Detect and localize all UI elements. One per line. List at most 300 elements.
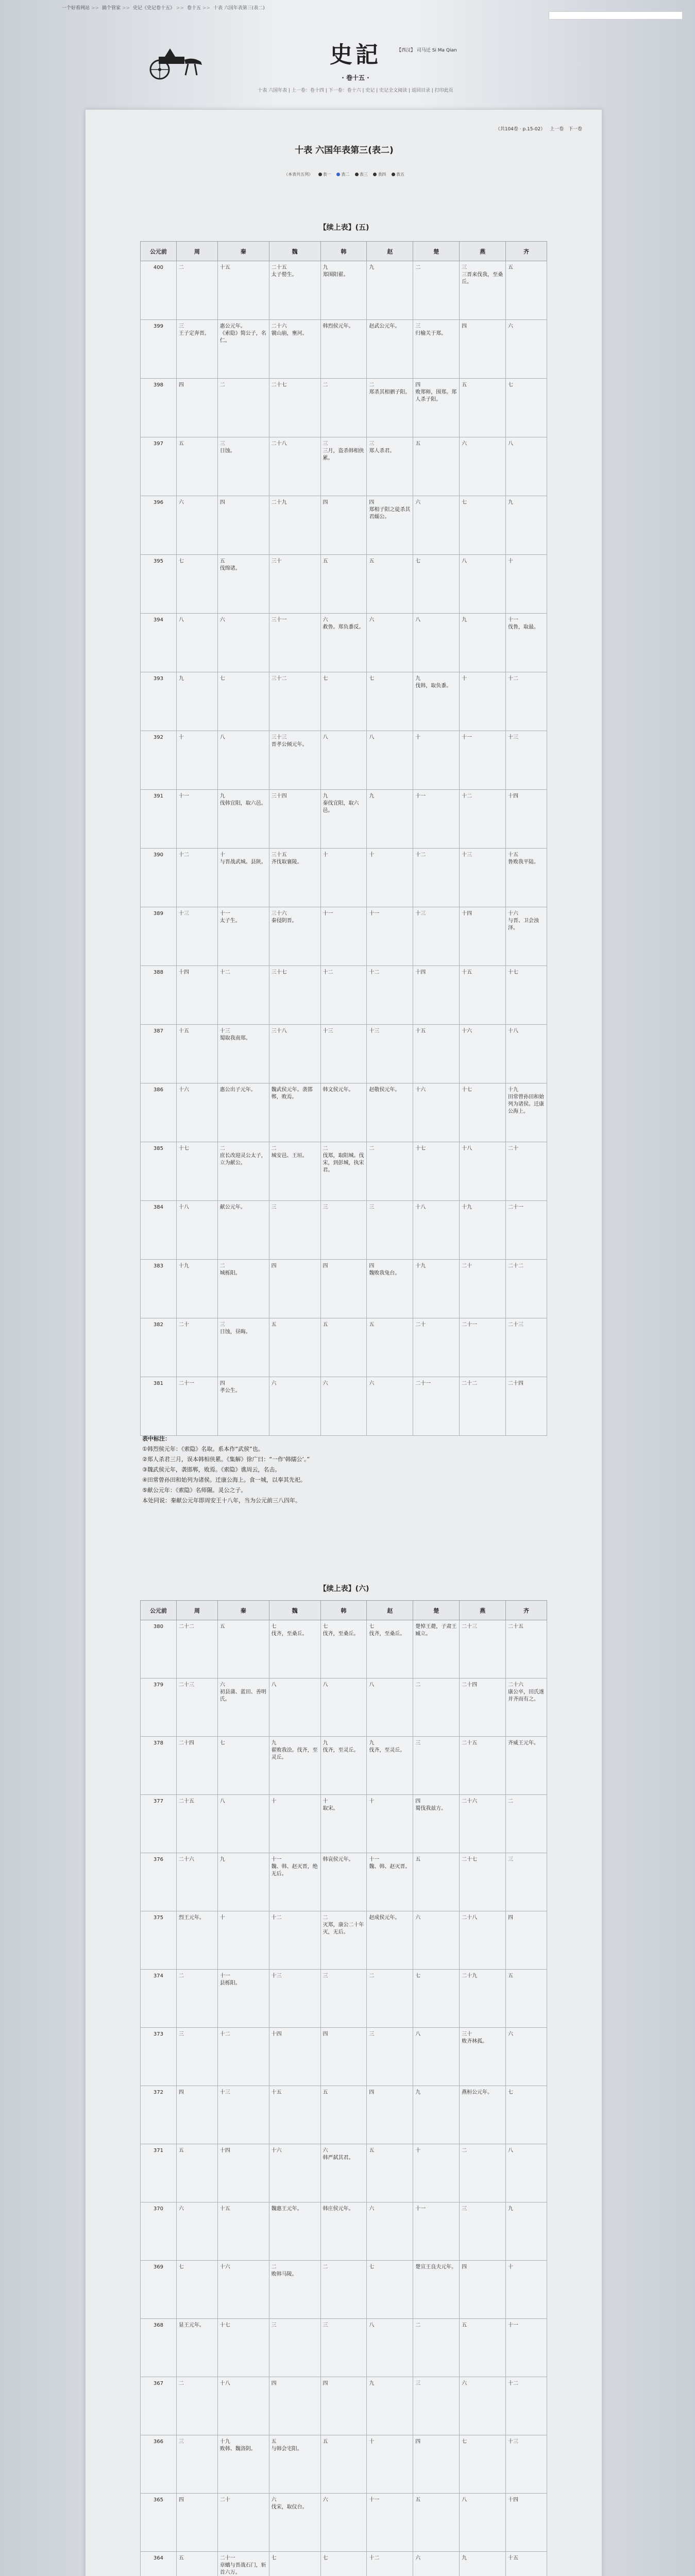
state-cell: 十一 [413, 790, 460, 849]
state-cell: 六 [506, 2028, 547, 2086]
state-cell: 二 郑杀其相驷子阳。 [367, 379, 413, 437]
state-cell: 楚宣王良夫元年。 [413, 2261, 460, 2319]
state-cell: 韩哀侯元年。 [320, 1853, 367, 1911]
state-cell: 十七 [176, 1142, 217, 1201]
state-cell: 十七 [217, 2319, 269, 2377]
state-cell: 十一 [506, 2319, 547, 2377]
state-cell: 五 [460, 2319, 506, 2377]
state-cell: 惠公元年。 《索隐》简公子，名仁。 [217, 320, 269, 379]
state-cell: 二 [460, 2144, 506, 2202]
state-cell: 二十五 太子罃生。 [269, 261, 320, 320]
year-cell: 383 [141, 1260, 177, 1318]
state-cell: 九 伐韩，取负黍。 [413, 672, 460, 731]
prev-volume-link[interactable]: 上一卷 [550, 127, 564, 132]
state-cell: 七 伐齐，至桑丘。 [320, 1620, 367, 1679]
state-cell: 十五 [506, 2552, 547, 2576]
state-cell: 十九 田常曾孙田和始列为诸侯。迁康公海上。 [506, 1083, 547, 1142]
state-cell: 九 [506, 2202, 547, 2261]
state-cell: 赵敬侯元年。 [367, 1083, 413, 1142]
state-cell: 八 [367, 1679, 413, 1737]
state-cell: 十五 鲁败我平陆。 [506, 849, 547, 907]
state-cell: 三 [269, 2319, 320, 2377]
column-header: 赵 [367, 242, 413, 261]
state-cell: 二 [413, 1679, 460, 1737]
state-cell: 九 [413, 2086, 460, 2144]
state-cell: 五 [320, 1318, 367, 1377]
state-cell: 五 [367, 2144, 413, 2202]
year-cell: 382 [141, 1318, 177, 1377]
table-row [141, 2319, 547, 2377]
state-cell: 十三 [460, 849, 506, 907]
column-header: 齐 [506, 242, 547, 261]
state-cell: 十五 [413, 1025, 460, 1083]
table-row [141, 2435, 547, 2494]
state-cell: 五 [413, 437, 460, 496]
year-cell: 373 [141, 2028, 177, 2086]
column-header: 韩 [320, 242, 367, 261]
state-cell: 十二 [460, 790, 506, 849]
state-cell: 五 [320, 555, 367, 614]
crumb-current: 十表 六国年表第三(表二) [213, 6, 265, 11]
state-cell: 四 [367, 2086, 413, 2144]
state-cell: 二十二 [176, 1620, 217, 1679]
state-cell: 六 救鲁。郑负黍反。 [320, 614, 367, 672]
state-cell: 十 [413, 731, 460, 790]
table2-title: 【续上表】(六) [319, 1585, 369, 1593]
state-cell: 二十 [413, 1318, 460, 1377]
state-cell: 十五 [217, 2202, 269, 2261]
table-row [141, 1201, 547, 1260]
state-cell: 二 [176, 1970, 217, 2028]
state-cell: 九 [460, 2552, 506, 2576]
state-cell: 四 [320, 1260, 367, 1318]
note-line: ③魏武侯元年，袭邯郸，败焉。《索隐》谯周云，名击。 [142, 1466, 281, 1473]
state-cell: 十二 [176, 849, 217, 907]
column-header: 公元前 [141, 242, 177, 261]
state-cell: 二十一 [413, 1377, 460, 1436]
state-cell: 献公元年。 [217, 1201, 269, 1260]
state-cell: 八 [460, 2494, 506, 2552]
state-cell: 十 [413, 2144, 460, 2202]
state-cell: 八 [367, 2319, 413, 2377]
state-cell: 十二 [367, 966, 413, 1025]
radio-table4-icon[interactable] [373, 173, 377, 176]
state-cell: 十一 [367, 2494, 413, 2552]
year-cell: 387 [141, 1025, 177, 1083]
state-cell: 三 [320, 1201, 367, 1260]
state-cell: 三 归榆关于郑。 [413, 320, 460, 379]
table-row [141, 1083, 547, 1142]
state-cell: 九 [367, 261, 413, 320]
state-cell: 魏惠王元年。 [269, 2202, 320, 2261]
state-cell: 五 [217, 1620, 269, 1679]
state-cell: 六 [176, 2202, 217, 2261]
state-cell: 三 日蚀。 [217, 437, 269, 496]
state-cell: 三十七 [269, 966, 320, 1025]
table-row [141, 496, 547, 555]
state-cell: 韩文侯元年。 [320, 1083, 367, 1142]
crumb-volume[interactable]: 卷十五 [187, 6, 201, 11]
table-row [141, 555, 547, 614]
state-cell: 九 [217, 1853, 269, 1911]
state-cell: 八 [413, 614, 460, 672]
column-header: 齐 [506, 1601, 547, 1620]
state-cell: 十二 [413, 849, 460, 907]
table-row [141, 966, 547, 1025]
year-cell: 400 [141, 261, 177, 320]
crumb-home[interactable]: 一个好看网站 [62, 6, 90, 11]
search-input[interactable] [549, 11, 683, 20]
state-cell: 二 [367, 1142, 413, 1201]
radio-table3-icon[interactable] [355, 173, 359, 176]
year-cell: 395 [141, 555, 177, 614]
column-header: 楚 [413, 1601, 460, 1620]
state-cell: 四 [217, 496, 269, 555]
state-cell: 十一 [176, 790, 217, 849]
state-cell: 五 [506, 1970, 547, 2028]
state-cell: 十三 [176, 907, 217, 966]
year-cell: 385 [141, 1142, 177, 1201]
note-line: ④田常曾孙田和始列为诸侯。迁康公海上。食一城，以奉其先祀。 [142, 1477, 306, 1483]
state-cell: 三十三 晋孝公倾元年。 [269, 731, 320, 790]
state-cell: 三 郑人杀君。 [367, 437, 413, 496]
state-cell: 二十七 [269, 379, 320, 437]
state-cell: 十四 [506, 790, 547, 849]
state-cell: 七 [367, 672, 413, 731]
state-cell: 十五 [460, 966, 506, 1025]
year-cell: 384 [141, 1201, 177, 1260]
option-table3[interactable]: 表三 [359, 172, 368, 177]
radio-table1-icon[interactable] [318, 173, 322, 176]
state-cell: 十 [506, 2261, 547, 2319]
state-cell: 八 [506, 437, 547, 496]
crumb-manager[interactable]: 搞个管家 [101, 6, 121, 11]
state-cell: 十三 [413, 907, 460, 966]
year-cell: 391 [141, 790, 177, 849]
state-cell: 六 初县蒲、蓝田、善明氏。 [217, 1679, 269, 1737]
state-cell: 十六 [176, 1083, 217, 1142]
state-cell: 四 [320, 2377, 367, 2435]
state-cell: 九 秦伐宜阳，取六邑。 [320, 790, 367, 849]
state-cell: 十三 [269, 1970, 320, 2028]
year-cell: 371 [141, 2144, 177, 2202]
year-cell: 375 [141, 1911, 177, 1970]
state-cell: 六 [506, 320, 547, 379]
option-table2[interactable]: 表二 [341, 172, 350, 177]
year-cell: 389 [141, 907, 177, 966]
year-cell: 386 [141, 1083, 177, 1142]
header-row [141, 242, 547, 261]
table-row [141, 1377, 547, 1436]
state-cell: 二 [176, 2377, 217, 2435]
state-cell: 二十九 [269, 496, 320, 555]
state-cell: 二 [320, 2261, 367, 2319]
state-cell: 七 [460, 2435, 506, 2494]
state-cell: 十 [367, 2435, 413, 2494]
state-cell: 八 [320, 731, 367, 790]
page-nav-top [493, 125, 582, 132]
column-header: 韩 [320, 1601, 367, 1620]
table-row [141, 849, 547, 907]
state-cell: 二十一 [176, 1377, 217, 1436]
state-cell: 六 [320, 2494, 367, 2552]
note-line: 本处同说：秦献公元年即周安王十八年，当为公元前三八四年。 [142, 1497, 301, 1504]
state-cell: 五 [413, 1853, 460, 1911]
state-cell: 二 [413, 2319, 460, 2377]
table-row [141, 1737, 547, 1795]
state-cell: 二 [217, 379, 269, 437]
state-cell: 十七 [506, 966, 547, 1025]
state-cell: 十 取宋。 [320, 1795, 367, 1853]
state-cell: 十 [460, 672, 506, 731]
content-panel [85, 109, 602, 2576]
state-cell: 九 伐韩宜阳，取六邑。 [217, 790, 269, 849]
table-row [141, 790, 547, 849]
state-cell: 五 [320, 2086, 367, 2144]
state-cell: 八 [367, 731, 413, 790]
state-cell: 三 三月，盗杀韩相侠累。 [320, 437, 367, 496]
notes-heading: 表中标注： [142, 1435, 171, 1442]
state-cell: 十九 [460, 1201, 506, 1260]
state-cell: 九 [367, 2377, 413, 2435]
state-cell: 五 [367, 1318, 413, 1377]
state-cell: 二 城安邑、王垣。 [269, 1142, 320, 1201]
state-cell: 二十一 章蟜与晋战石门，斩首六万。 [217, 2552, 269, 2576]
table-row [141, 731, 547, 790]
state-cell: 三十六 秦侵阴晋。 [269, 907, 320, 966]
state-cell: 十四 [506, 2494, 547, 2552]
state-cell: 二十五 [460, 1737, 506, 1795]
state-cell: 十四 [460, 907, 506, 966]
table-row [141, 2144, 547, 2202]
state-cell: 十二 [506, 672, 547, 731]
state-cell: 六 [269, 1377, 320, 1436]
table-row [141, 614, 547, 672]
page-position: （共104卷 · p.15-02） [495, 127, 546, 132]
radio-table5-icon[interactable] [392, 173, 395, 176]
state-cell: 四 [413, 2435, 460, 2494]
table-row [141, 1795, 547, 1853]
state-cell: 九 [506, 496, 547, 555]
state-cell: 六 [460, 2377, 506, 2435]
state-cell: 十三 [217, 2086, 269, 2144]
state-cell: 三 [506, 1853, 547, 1911]
state-cell: 十 [367, 1795, 413, 1853]
state-cell: 十九 [413, 1260, 460, 1318]
state-cell: 三 三晋来伐我，至桑丘。 [460, 261, 506, 320]
state-cell: 十五 [176, 1025, 217, 1083]
state-cell: 九 郑围阳翟。 [320, 261, 367, 320]
state-cell: 七 [176, 555, 217, 614]
state-cell: 十一 [320, 907, 367, 966]
state-cell: 十三 蜀取我南郑。 [217, 1025, 269, 1083]
table-row [141, 320, 547, 379]
state-cell: 六 [413, 2552, 460, 2576]
column-header: 周 [176, 242, 217, 261]
state-cell: 七 [217, 672, 269, 731]
state-cell: 惠公出子元年。 [217, 1083, 269, 1142]
state-cell: 六 [367, 2202, 413, 2261]
year-cell: 396 [141, 496, 177, 555]
year-cell: 377 [141, 1795, 177, 1853]
year-cell: 365 [141, 2494, 177, 2552]
radio-table2-icon[interactable] [336, 173, 340, 176]
state-cell: 二十四 [176, 1737, 217, 1795]
option-table1[interactable]: 表一 [323, 172, 331, 177]
state-cell: 二十五 [506, 1620, 547, 1679]
state-cell: 十二 [217, 2028, 269, 2086]
state-cell: 十八 [460, 1142, 506, 1201]
state-cell: 九 [176, 672, 217, 731]
year-cell: 392 [141, 731, 177, 790]
state-cell: 十四 [269, 2028, 320, 2086]
state-cell: 七 [413, 555, 460, 614]
state-cell: 十 与晋战武城。县陕。 [217, 849, 269, 907]
state-cell: 魏武侯元年。袭邯郸，败焉。 [269, 1083, 320, 1142]
table-row [141, 1142, 547, 1201]
state-cell: 二 [176, 261, 217, 320]
state-cell: 七 [217, 1737, 269, 1795]
state-cell: 六 [320, 1377, 367, 1436]
state-cell: 四 [320, 496, 367, 555]
table-row [141, 2552, 547, 2576]
state-cell: 九 [367, 790, 413, 849]
state-cell: 二十 [176, 1318, 217, 1377]
year-cell: 394 [141, 614, 177, 672]
state-cell: 三 日蚀，昼晦。 [217, 1318, 269, 1377]
year-cell: 369 [141, 2261, 177, 2319]
state-cell: 十三 [320, 1025, 367, 1083]
state-cell: 四 [269, 1260, 320, 1318]
state-cell: 四 [506, 1911, 547, 1970]
state-cell: 二十六 [460, 1795, 506, 1853]
state-cell: 二十六 康公卒，田氏遂并齐而有之。 [506, 1679, 547, 1737]
state-cell: 十 [269, 1795, 320, 1853]
table-row [141, 2377, 547, 2435]
state-cell: 八 [217, 731, 269, 790]
state-cell: 六 [460, 437, 506, 496]
header-row [141, 1601, 547, 1620]
year-cell: 368 [141, 2319, 177, 2377]
state-cell: 十 [320, 849, 367, 907]
chariot-logo-icon [144, 41, 206, 82]
state-cell: 七 [367, 2261, 413, 2319]
state-cell: 十一 伐鲁，取最。 [506, 614, 547, 672]
option-table5[interactable]: 表五 [396, 172, 404, 177]
state-cell: 五 [176, 437, 217, 496]
state-cell: 二十七 [460, 1853, 506, 1911]
year-cell: 380 [141, 1620, 177, 1679]
state-cell: 六 [413, 496, 460, 555]
state-cell: 二 败韩马陵。 [269, 2261, 320, 2319]
state-cell: 七 伐齐，至桑丘。 [367, 1620, 413, 1679]
state-cell: 十六 [413, 1083, 460, 1142]
state-cell: 十一 [413, 2202, 460, 2261]
year-cell: 390 [141, 849, 177, 907]
state-cell: 五 [320, 2435, 367, 2494]
state-cell: 二十二 [506, 1260, 547, 1318]
state-cell: 七 [320, 2552, 367, 2576]
column-header: 魏 [269, 242, 320, 261]
state-cell: 二十八 [269, 437, 320, 496]
state-cell: 三 [176, 2435, 217, 2494]
state-cell: 十八 [413, 1201, 460, 1260]
state-cell: 八 [320, 1679, 367, 1737]
state-cell: 四 [320, 2028, 367, 2086]
book-title: 史記 [330, 42, 381, 68]
state-cell: 十九 [176, 1260, 217, 1318]
table-row [141, 2202, 547, 2261]
crumb-book[interactable]: 史记《史记卷十五》 [132, 6, 175, 11]
state-cell: 七 [176, 2261, 217, 2319]
state-cell: 九 伐齐，至灵丘。 [367, 1737, 413, 1795]
state-cell: 十 [367, 849, 413, 907]
state-cell: 十三 [506, 731, 547, 790]
state-cell: 韩庄侯元年。 [320, 2202, 367, 2261]
state-cell: 四 [460, 2261, 506, 2319]
table-row [141, 379, 547, 437]
note-line: ⑤献公元年：《索隐》名师隰。灵公之子。 [142, 1487, 247, 1494]
state-cell: 二十五 [176, 1795, 217, 1853]
column-header: 赵 [367, 1601, 413, 1620]
state-cell: 十二 [320, 966, 367, 1025]
table-row [141, 2494, 547, 2552]
state-cell: 三十五 齐伐取襄陵。 [269, 849, 320, 907]
state-cell: 十三 [367, 1025, 413, 1083]
note-line: ②郑人杀君三月，误本韩相侠累。《集解》徐广曰：“一作‘韩繻公’。” [142, 1456, 310, 1463]
table-row [141, 907, 547, 966]
column-header: 秦 [217, 242, 269, 261]
state-cell: 十八 [217, 2377, 269, 2435]
table-row [141, 2028, 547, 2086]
state-cell: 二 [413, 261, 460, 320]
state-cell: 二十八 [460, 1911, 506, 1970]
table-row [141, 1620, 547, 1679]
year-table-2 [140, 1600, 547, 2576]
state-cell: 十二 [269, 1911, 320, 1970]
option-table4[interactable]: 表四 [378, 172, 386, 177]
year-cell: 370 [141, 2202, 177, 2261]
table-row [141, 1679, 547, 1737]
state-cell: 五 [460, 379, 506, 437]
state-cell: 七 [269, 2552, 320, 2576]
state-cell: 六 [176, 496, 217, 555]
state-cell: 二 城栎阳。 [217, 1260, 269, 1318]
table-row [141, 437, 547, 496]
state-cell: 十一 魏、韩、赵灭晋，绝无后。 [269, 1853, 320, 1911]
state-cell: 十一 太子生。 [217, 907, 269, 966]
state-cell: 四 魏败我兔台。 [367, 1260, 413, 1318]
state-cell: 十一 [460, 731, 506, 790]
state-cell: 四 [176, 2494, 217, 2552]
year-cell: 378 [141, 1737, 177, 1795]
column-header: 秦 [217, 1601, 269, 1620]
state-cell: 二十二 [460, 1377, 506, 1436]
table-row [141, 1853, 547, 1911]
book-nav-links[interactable]: 十表 六国年表 | 上一卷：卷十四 | 下一卷：卷十六 | 史记 | 史记全文阅读 | 返回目录 | 打印此页 [258, 88, 453, 93]
column-header: 楚 [413, 242, 460, 261]
state-cell: 七 伐齐，至桑丘。 [269, 1620, 320, 1679]
state-cell: 四 [269, 2377, 320, 2435]
volume-label: · 卷十五 · [342, 74, 369, 81]
year-cell: 374 [141, 1970, 177, 2028]
state-cell: 三 [460, 2202, 506, 2261]
state-cell: 二十九 [460, 1970, 506, 2028]
next-volume-link[interactable]: 下一卷 [568, 127, 582, 132]
book-header [103, 26, 592, 113]
year-cell: 398 [141, 379, 177, 437]
state-cell: 十 [217, 1911, 269, 1970]
